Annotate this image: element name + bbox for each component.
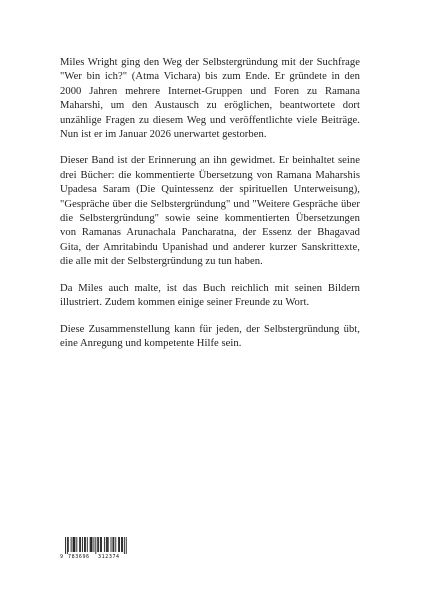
barcode-bar: [65, 537, 66, 554]
barcode-bar: [111, 537, 112, 552]
barcode-bar: [67, 537, 68, 554]
barcode-bar: [74, 537, 75, 552]
barcode-bar: [91, 537, 92, 552]
barcode-bar: [97, 537, 98, 552]
barcode-bar: [75, 537, 76, 552]
barcode-bar: [87, 537, 88, 552]
barcode-bar: [73, 537, 74, 552]
barcode-bar: [104, 537, 105, 552]
barcode-lead-digit: 9: [60, 554, 64, 560]
barcode-bar: [82, 537, 83, 552]
barcode-bar: [90, 537, 91, 552]
blurb-text: [60, 56, 360, 363]
barcode-bar: [107, 537, 108, 552]
barcode-bar: [80, 537, 81, 552]
barcode-bar: [92, 537, 93, 552]
barcode-bar: [98, 537, 99, 552]
blurb-paragraph-recommendation: Diese Zusammenstellung kann für jeden, der Selbstergründung übt, eine Anregung und kompetente Hilfe sein.: [60, 323, 360, 349]
blurb-paragraph-illustrations: Da Miles auch malte, ist das Buch reichlich mit seinen Bildern illustriert. Zudem kommen einige seiner Freunde zu Wort.: [60, 282, 360, 309]
barcode-bar: [124, 537, 125, 554]
barcode-bar: [85, 537, 86, 552]
barcode-bar: [113, 537, 114, 552]
barcode-bar: [115, 537, 116, 552]
barcode-bar: [108, 537, 109, 552]
barcode-bar: [71, 537, 72, 552]
barcode-bar: [84, 537, 85, 552]
barcode-bar: [119, 537, 120, 552]
barcode-bar: [101, 537, 102, 552]
barcode-bar: [100, 537, 101, 552]
barcode-right-digits: 312374: [98, 554, 120, 560]
barcode-bar: [122, 537, 123, 552]
blurb-paragraph-contents: Dieser Band ist der Erinnerung an ihn gewidmet. Er beinhaltet seine drei Bücher: die kommentierte Übersetzung von Ramana Maharshis Upadesa Saram (Die Quintessenz der spirituellen Unterweisung), "Gespräche über die Selbstergründung" und "Weitere Gespräche über die Selbstergründung" sowie seine kommentierten Übersetzungen von Ramanas Arunachala Pancharatna, der Essenz der Bhagavad Gita, der Amritabindu Upanishad und anderer kurzer Sanskrittexte, die alle mit der Selbstergründung zu tun haben.: [60, 155, 360, 268]
barcode-bars: [60, 537, 130, 554]
barcode-bar: [106, 537, 107, 552]
barcode-bar: [68, 537, 69, 552]
barcode-bar: [79, 537, 80, 552]
barcode-bar: [126, 537, 127, 554]
blurb-paragraph-biography: Miles Wright ging den Weg der Selbstergründung mit der Suchfrage "Wer bin ich?" (Atma Vichara) bis zum Ende. Er gründete in den 2000 Jahren mehrere Internet-Gruppen und Foren zu Ramana Maharshi, um den Austausch zu eröglichen, beantwortete dort unzählige Fragen zu diesem Weg und veröffentlichte viele Beiträge. Nun ist er im Januar 2026 unerwartet gestorben.: [60, 57, 360, 141]
barcode-bar: [76, 537, 77, 552]
barcode-bar: [94, 537, 95, 552]
barcode-left-digits: 783696: [68, 554, 90, 560]
barcode-bar: [95, 537, 96, 554]
barcode-bar: [118, 537, 119, 552]
barcode-bar: [113, 537, 114, 552]
isbn-barcode: [60, 537, 130, 561]
barcode-bar: [121, 537, 122, 552]
